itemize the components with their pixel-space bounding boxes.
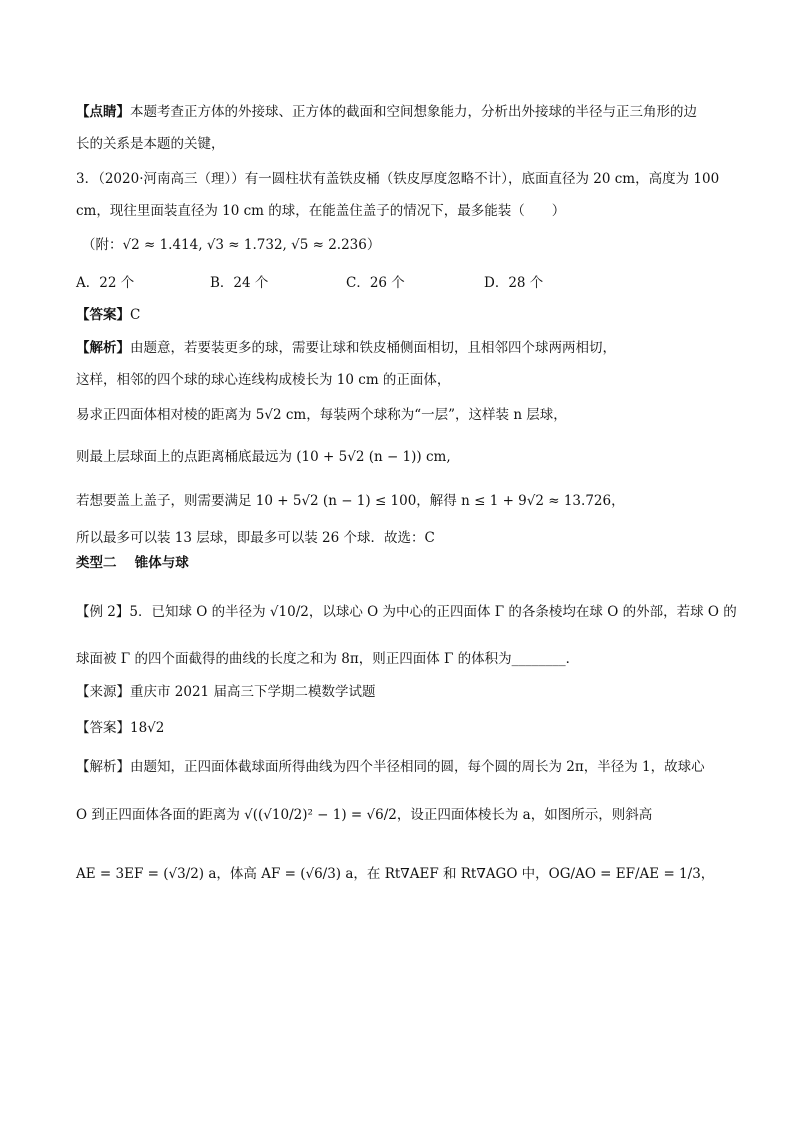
section-heading-type2: 类型二 锥体与球 — [76, 555, 189, 571]
q3-analysis-tag: 【解析】 — [76, 340, 130, 356]
ex2-stem-2: 球面被 Γ 的四个面截得的曲线的长度之和为 8π，则正四面体 Γ 的体积为________． — [76, 651, 580, 667]
q3-option-b: B．24 个 — [210, 275, 269, 291]
q3-answer-line — [76, 303, 140, 323]
q3-analysis-text-1: 由题意，若要装更多的球，需要让球和铁皮桶侧面相切，且相邻四个球两两相切， — [130, 340, 616, 356]
q3-note: （附：√2 ≈ 1.414, √3 ≈ 1.732, √5 ≈ 2.236） — [82, 237, 381, 253]
q3-analysis-5: 若想要盖上盖子，则需要满足 10 + 5√2 (n − 1) ≤ 100，解得 n ≤ 1 + 9√2 ≈ 13.726， — [76, 493, 625, 509]
ex2-analysis-2: O 到正四面体各面的距离为 √((√10/2)² − 1) = √6/2，设正四面体棱长为 a，如图所示，则斜高 — [76, 807, 653, 823]
q3-answer: C — [130, 307, 141, 323]
ex2-answer: 【答案】18√2 — [76, 720, 165, 736]
q3-analysis-4: 则最上层球面上的点距离桶底最远为 (10 + 5√2 (n − 1)) cm, — [76, 449, 451, 465]
q3-analysis-2: 这样，相邻的四个球的球心连线构成棱长为 10 cm 的正面体， — [76, 372, 451, 388]
q3-answer-tag: 【答案】 — [76, 307, 130, 323]
q3-analysis-1 — [76, 336, 616, 356]
q3-analysis-6: 所以最多可以装 13 层球，即最多可以装 26 个球．故选：C — [76, 530, 435, 546]
q3-option-c: C．26 个 — [346, 275, 405, 291]
q3-option-a: A．22 个 — [76, 275, 135, 291]
ex2-stem-1: 【例 2】5．已知球 O 的半径为 √10/2，以球心 O 为中心的正四面体 Γ 的各条棱均在球 O 的外部，若球 O 的 — [76, 604, 737, 620]
ex2-source: 【来源】重庆市 2021 届高三下学期二模数学试题 — [76, 684, 376, 700]
point-line-2: 长的关系是本题的关键， — [76, 136, 225, 152]
q3-stem-1: 3．（2020·河南高三（理））有一圆柱状有盖铁皮桶（铁皮厚度忽略不计），底面直径为 20 cm，高度为 100 — [76, 171, 720, 187]
point-text-1: 本题考查正方体的外接球、正方体的截面和空间想象能力，分析出外接球的半径与正三角形的边 — [130, 104, 697, 120]
point-tag: 【点睛】 — [76, 104, 130, 120]
q3-option-d: D．28 个 — [484, 275, 544, 291]
q3-stem-2: cm，现往里面装直径为 10 cm 的球，在能盖住盖子的情况下，最多能装（ ） — [76, 203, 566, 219]
point-line-1 — [76, 100, 697, 120]
q3-analysis-3: 易求正四面体相对棱的距离为 5√2 cm，每装两个球称为“一层”，这样装 n 层球， — [76, 407, 567, 423]
ex2-analysis-1: 【解析】由题知，正四面体截球面所得曲线为四个半径相同的圆，每个圆的周长为 2π，半径为 1，故球心 — [76, 759, 705, 775]
ex2-analysis-3: AE = 3EF = (√3/2) a，体高 AF = (√6/3) a，在 Rt∇AEF 和 Rt∇AGO 中，OG/AO = EF/AE = 1/3， — [76, 866, 715, 882]
